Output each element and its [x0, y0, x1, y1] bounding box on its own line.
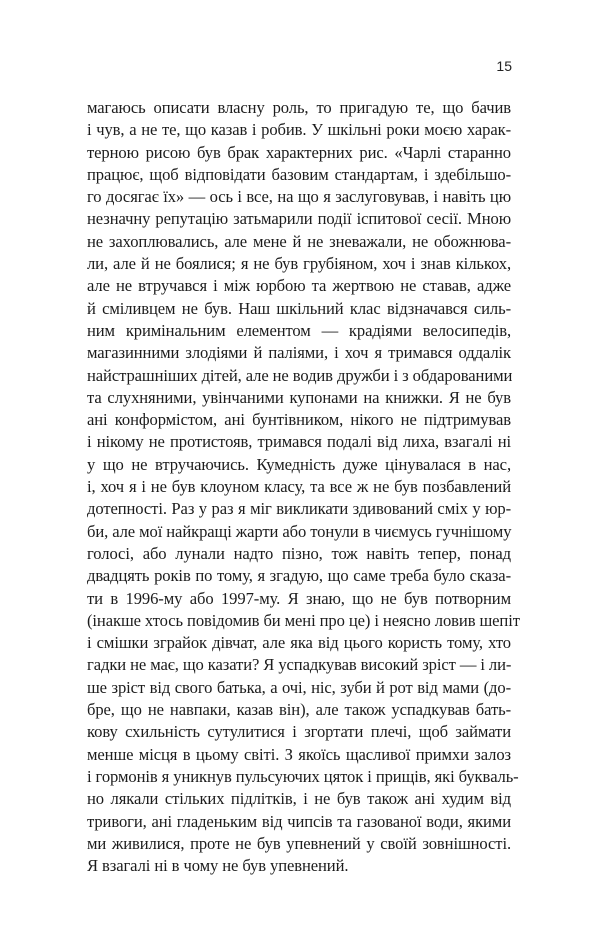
- text-line: гадки не має, що казати? Я успадкував високий зріст — і ли-: [87, 655, 512, 675]
- text-line: працює, щоб відповідати базовим стандартам, і здебільшо-: [87, 164, 511, 184]
- text-line: би, але мої найкращі жарти або тонули в чиємусь гучнішому: [87, 521, 512, 541]
- text-line: го досягає їх» — ось і все, на що я заслуговував, і навіть цю: [87, 187, 511, 207]
- text-line: ли, але й не боялися; я не був грубіяном, хоч і знав кількох,: [87, 254, 511, 274]
- text-line: і нікому не протистояв, тримався подалі від лиха, взагалі ні: [87, 432, 511, 452]
- text-line: і чув, а не те, що казав і робив. У шкільні роки моєю харак-: [87, 120, 511, 140]
- text-line: ти в 1996-му або 1997-му. Я знаю, що не був потворним: [87, 588, 511, 608]
- text-line: кову схильність сутулитися і згортати плечі, щоб займати: [87, 722, 511, 742]
- text-line: і смішки зграйок дівчат, але яка від цього користь тому, хто: [87, 633, 511, 653]
- text-line: магазинними злодіями й паліями, і хоч я тримався оддалік: [87, 343, 511, 363]
- text-line: незначну репутацію затьмарили події іспитової сесії. Мною: [87, 209, 511, 229]
- text-line: но лякали стільких підлітків, і не був також ані худим від: [87, 789, 511, 809]
- text-line: тривоги, ані гладеньким від чипсів та газованої води, якими: [87, 811, 511, 831]
- text-line: та слухняними, увінчаними купонами на книжки. Я не був: [87, 387, 511, 407]
- text-line: й сміливцем не був. Наш шкільний клас відзначався силь-: [87, 298, 511, 318]
- text-line: ше зріст від свого батька, а очі, ніс, зуби й рот від мами (до-: [87, 677, 511, 697]
- text-line: менше місця в цьому світі. З якоїсь щасливої примхи залоз: [87, 744, 511, 764]
- text-line: двадцять років по тому, я згадую, що саме треба було сказа-: [87, 566, 511, 586]
- text-line: найстрашніших дітей, але не водив дружби і з обдарованими: [87, 365, 513, 385]
- text-line: ним кримінальним елементом — крадіями велосипедів,: [87, 320, 511, 340]
- text-line: у що не втручаючись. Кумедність дуже цінувалася в нас,: [87, 454, 511, 474]
- text-line-last: Я взагалі ні в чому не був упевнений.: [87, 856, 349, 876]
- text-line: ані конформістом, ані бунтівником, нікого не підтримував: [87, 410, 511, 430]
- body-text: [87, 97, 520, 877]
- text-line: але не втручався і між юрбою та жертвою не ставав, адже: [87, 276, 511, 296]
- page-number: 15: [496, 58, 512, 74]
- text-line: не захоплювались, але мене й не зневажали, не обожнюва-: [87, 231, 511, 251]
- text-line: ми живилися, проте не був упевнений у своїй зовнішності.: [87, 833, 511, 853]
- text-line: терною рисою був брак характерних рис. «Чарлі старанно: [87, 142, 511, 162]
- text-line: і гормонів я уникнув пульсуючих цяток і прищів, які буквaль-: [87, 766, 519, 786]
- text-line: (інакше хтось повідомив би мені про це) і неясно ловив шепіт: [87, 610, 520, 630]
- text-line: бре, що не навпаки, казав він), але також успадкував бать-: [87, 700, 511, 720]
- text-line: дотепності. Раз у раз я міг викликати здивований сміх у юр-: [87, 499, 511, 519]
- text-line: магаюсь описати власну роль, то пригадую те, що бачив: [87, 98, 511, 117]
- text-line: голосі, або лунали надто пізно, тож навіть тепер, понад: [87, 543, 511, 563]
- text-line: і, хоч я і не був клоуном класу, та все ж не був позбавлений: [87, 477, 511, 497]
